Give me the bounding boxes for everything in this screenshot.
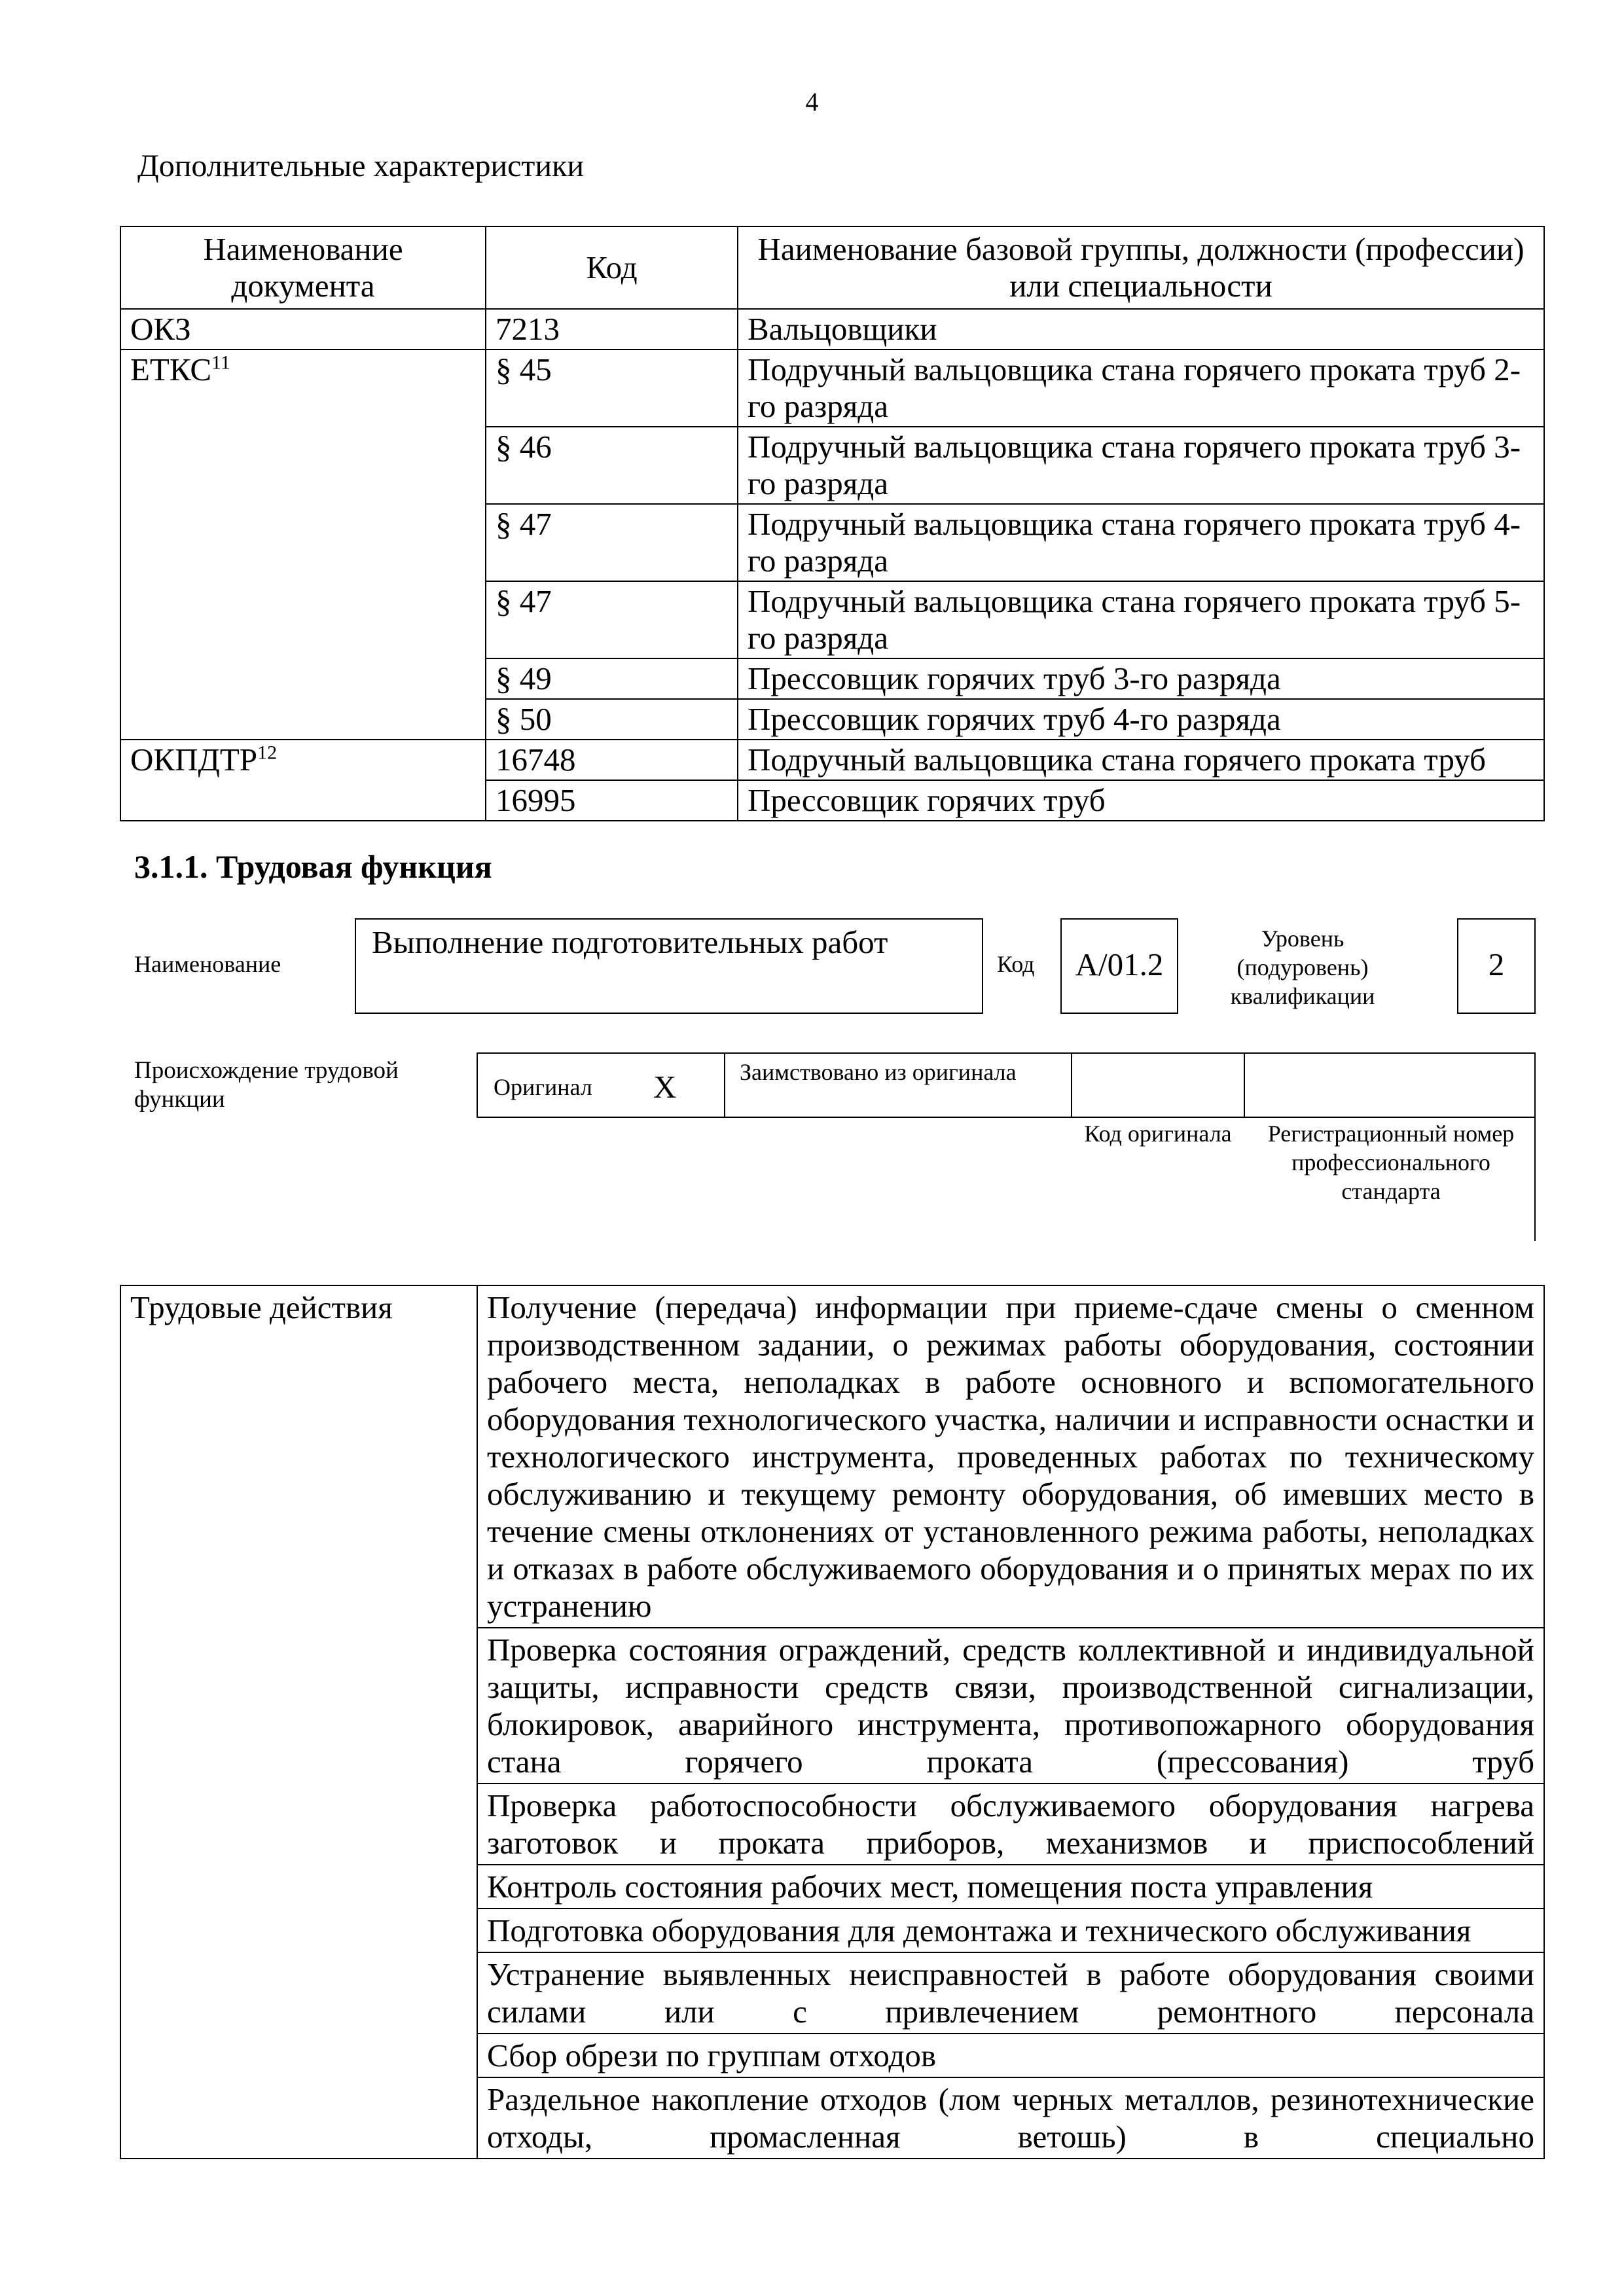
table-row — [120, 350, 1544, 427]
table-row — [120, 309, 1544, 350]
code-cell: 16748 — [486, 740, 738, 780]
code-cell: § 47 — [486, 581, 738, 658]
action-item: Получение (передача) информации при приеме-сдаче смены о сменном производственном задании, о режимах работы оборудования, состоянии рабочего места, неполадках в работе основного и вспомогательного оборудования технологического участка, наличии и исправности оснастки и технологического инструмента, проведенных работах по техническому обслуживанию и текущему ремонту оборудования, об имевших место в течение смены отклонениях от установленного режима работы, неполадках и отказах в работе обслуживаемого оборудования и о принятых мерах по их устранению — [477, 1285, 1544, 1628]
profession-cell: Подручный вальцовщика стана горячего проката труб 4-го разряда — [738, 504, 1544, 581]
action-item: Проверка состояния ограждений, средств коллективной и индивидуальной защиты, исправности средств связи, производственной сигнализации, блокировок, аварийного инструмента, противопожарного оборудования стана горячего проката (прессования) труб — [477, 1628, 1544, 1784]
original-mark: X — [653, 1069, 677, 1105]
level-label: Уровень (подуровень) квалификации — [1230, 925, 1375, 1009]
action-item: Контроль состояния рабочих мест, помещения поста управления — [477, 1865, 1544, 1909]
action-item: Проверка работоспособности обслуживаемого оборудования нагрева заготовок и проката приборов, механизмов и приспособлений — [477, 1784, 1544, 1865]
function-heading: 3.1.1. Трудовая функция — [134, 848, 492, 885]
characteristics-table — [120, 226, 1545, 821]
code-cell: § 45 — [486, 350, 738, 427]
profession-cell: Подручный вальцовщика стана горячего проката труб 3-го разряда — [738, 427, 1544, 504]
action-item: Подготовка оборудования для демонтажа и технического обслуживания — [477, 1909, 1544, 1952]
original-label: Оригинал — [494, 1074, 592, 1100]
table-row — [120, 1285, 1544, 1628]
function-code: A/01.2 — [1075, 946, 1164, 982]
action-item: Раздельное накопление отходов (лом черных металлов, резинотехнические отходы, промасленная ветошь) в специально — [477, 2077, 1544, 2159]
profession-cell: Подручный вальцовщика стана горячего проката труб — [738, 740, 1544, 780]
section-title: Дополнительные характеристики — [137, 149, 585, 183]
footnote-ref: 12 — [257, 742, 278, 764]
footnote-ref: 11 — [211, 351, 230, 374]
origin-label: Происхождение трудовой функции — [134, 1057, 399, 1113]
document-cell — [120, 740, 486, 821]
actions-label: Трудовые действия — [120, 1285, 477, 2159]
document-name: ЕТКС — [130, 351, 212, 387]
profession-cell: Прессовщик горячих труб — [738, 780, 1544, 821]
level-box — [1457, 918, 1536, 1014]
page-number: 4 — [805, 87, 819, 117]
code-cell: § 50 — [486, 699, 738, 740]
document-cell — [120, 309, 486, 350]
borrowed-box — [724, 1052, 1072, 1118]
table-header-row — [120, 226, 1544, 309]
function-code-box — [1060, 918, 1178, 1014]
header-code: Код — [486, 226, 738, 309]
code-cell: 7213 — [486, 309, 738, 350]
divider — [1534, 1117, 1536, 1241]
document-cell — [120, 350, 486, 740]
header-document: Наименование документа — [120, 226, 486, 309]
action-item: Сбор обрези по группам отходов — [477, 2034, 1544, 2077]
document-name: ОКЗ — [130, 311, 191, 347]
labor-actions-table — [120, 1285, 1545, 2159]
code-original-label: Код оригинала — [1084, 1121, 1232, 1147]
table-row — [120, 740, 1544, 780]
header-profession: Наименование базовой группы, должности (профессии) или специальности — [738, 226, 1544, 309]
code-original-box — [1071, 1052, 1245, 1118]
code-cell: § 47 — [486, 504, 738, 581]
code-cell: 16995 — [486, 780, 738, 821]
reg-number-box — [1244, 1052, 1536, 1118]
profession-cell: Прессовщик горячих труб 3-го разряда — [738, 658, 1544, 699]
code-cell: § 49 — [486, 658, 738, 699]
profession-cell: Прессовщик горячих труб 4-го разряда — [738, 699, 1544, 740]
code-cell: § 46 — [486, 427, 738, 504]
name-label: Наименование — [134, 951, 281, 977]
profession-cell: Подручный вальцовщика стана горячего проката труб 2-го разряда — [738, 350, 1544, 427]
level-value: 2 — [1488, 946, 1505, 982]
profession-cell: Подручный вальцовщика стана горячего проката труб 5-го разряда — [738, 581, 1544, 658]
action-item: Устранение выявленных неисправностей в работе оборудования своими силами или с привлечением ремонтного персонала — [477, 1952, 1544, 2034]
original-box — [477, 1052, 725, 1118]
borrowed-label: Заимствовано из оригинала — [740, 1059, 1017, 1085]
profession-cell: Вальцовщики — [738, 309, 1544, 350]
code-label: Код — [997, 951, 1035, 977]
reg-number-label: Регистрационный номер профессионального стандарта — [1267, 1121, 1515, 1204]
function-name: Выполнение подготовительных работ — [372, 924, 888, 960]
function-name-box — [355, 918, 983, 1014]
document-name: ОКПДТР — [130, 742, 258, 778]
